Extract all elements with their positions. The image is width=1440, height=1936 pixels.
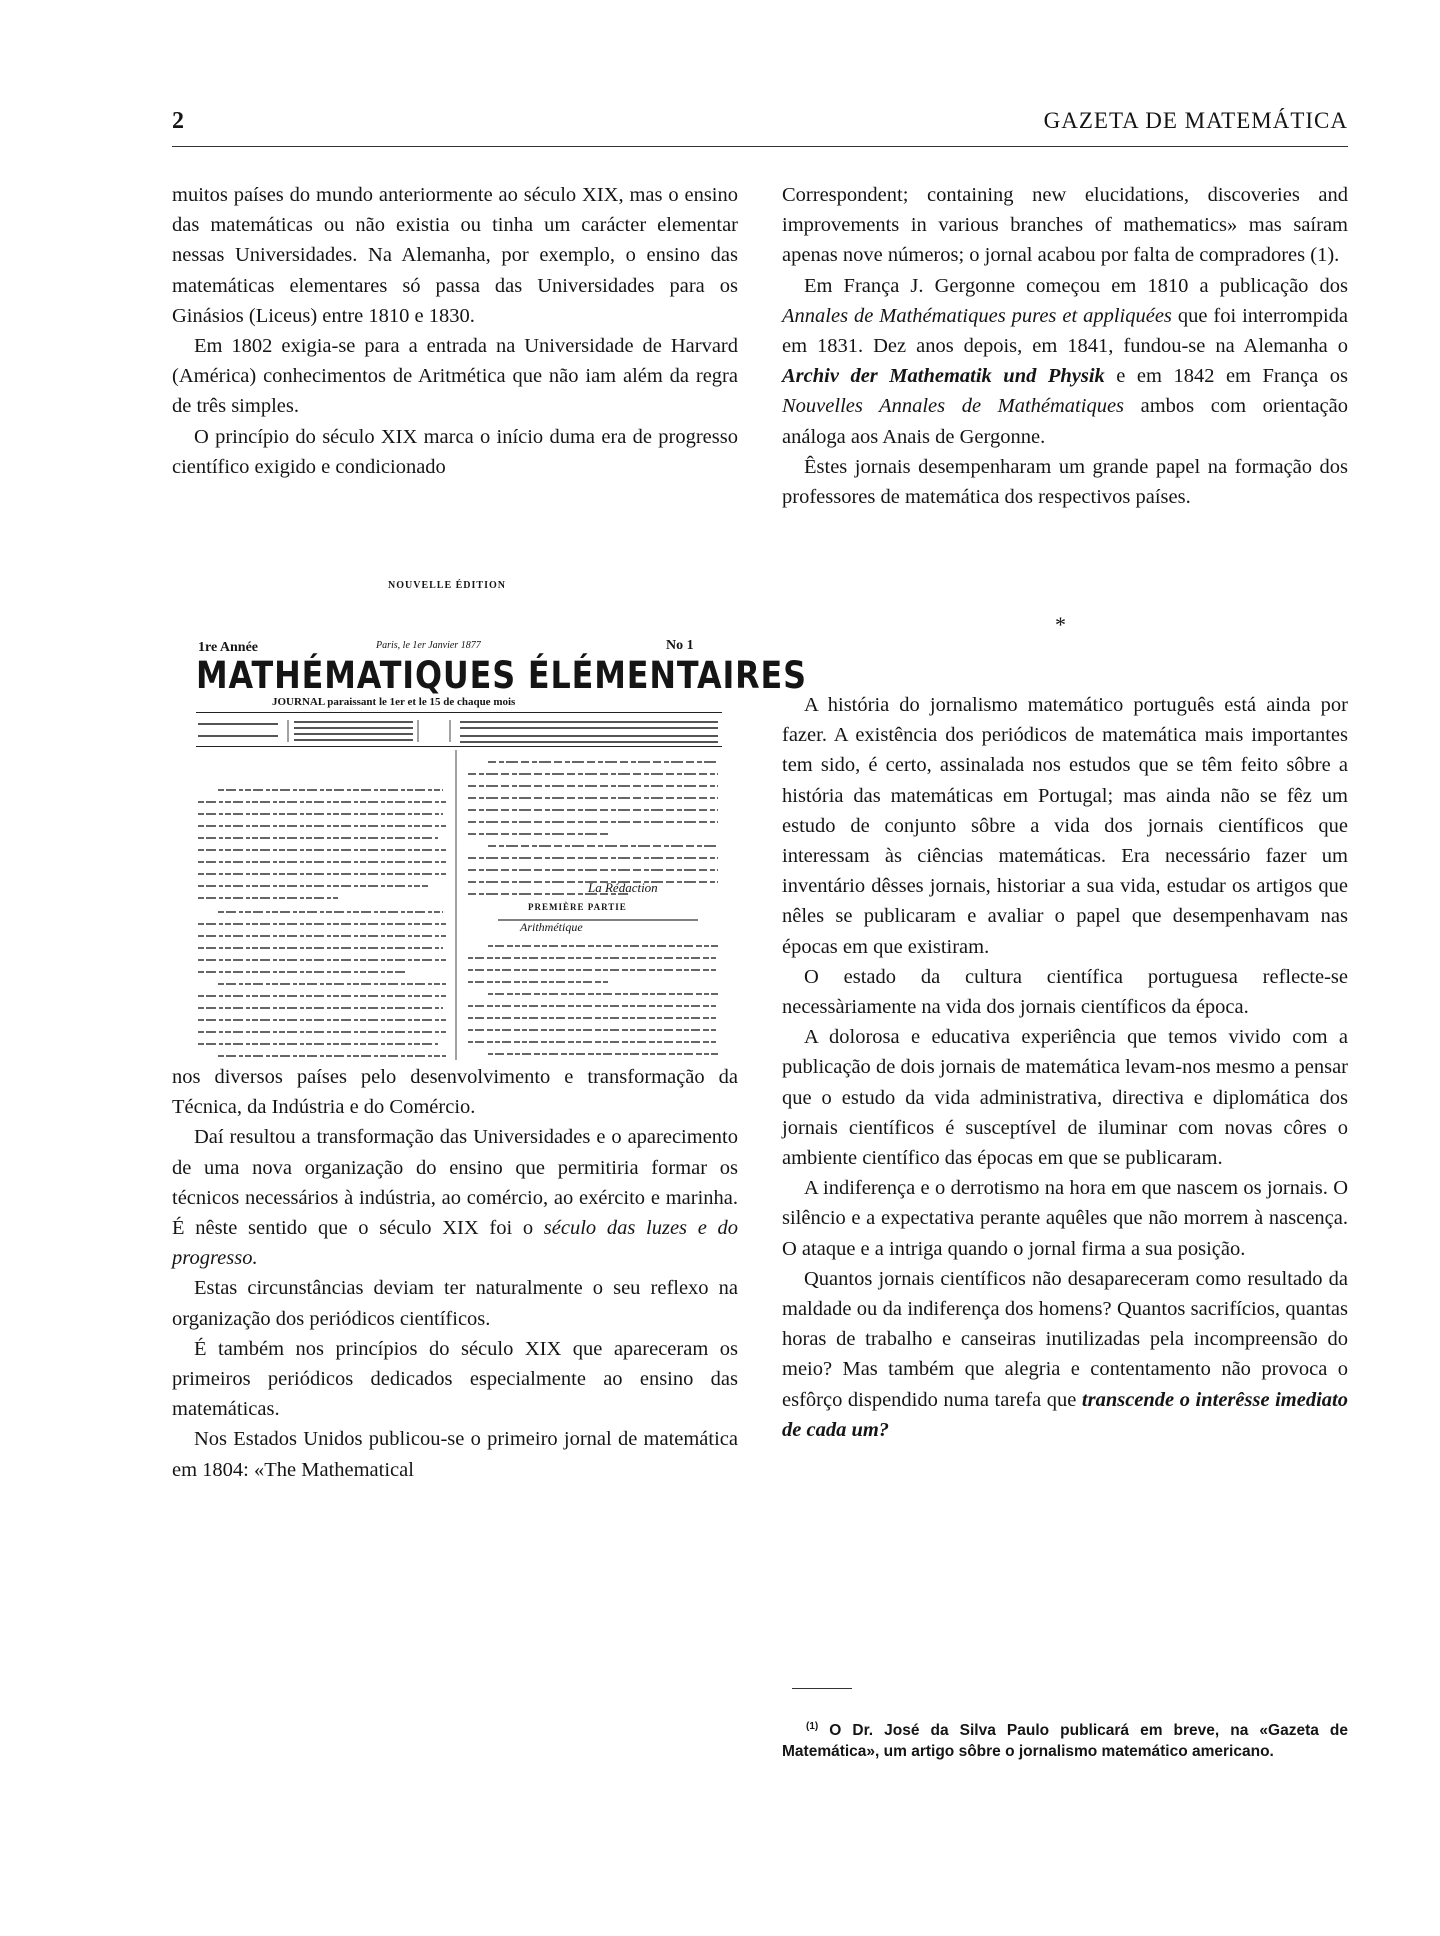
- text-run: Quantos jornais científicos não desapareceram como resultado da maldade ou da indiferença dos homens? Quantos sacrifícios, quantas horas de trabalho e canseiras inutilizadas pela incompreensão do meio? Mas também que alegria e contentamento não provoca o esfôrço dispendido numa tarefa que: [782, 1267, 1348, 1411]
- figure-date: Paris, le 1er Janvier 1877: [376, 640, 481, 651]
- paragraph: O princípio do século XIX marca o início duma era de progresso científico exigido e condicionado: [172, 425, 738, 478]
- figure-annee: 1re Année: [198, 640, 259, 655]
- header-rule: [172, 146, 1348, 147]
- paragraph: A indiferença e o derrotismo na hora em que nascem os jornais. O silêncio e a expectativa perante aquêles que não morrem à nascença. O ataque e a intriga quando o jornal firma a sua posição.: [782, 1177, 1348, 1260]
- journal-name: Archiv der Mathematik und Physik: [782, 365, 1105, 388]
- paragraph: Estas circunstâncias deviam ter naturalmente o seu reflexo na organização dos periódicos científicos.: [172, 1277, 738, 1330]
- figure-subtitle: JOURNAL paraissant le 1er et le 15 de chaque mois: [272, 696, 516, 708]
- text-run: e em 1842 em França os: [1104, 365, 1348, 388]
- text-run: ambos com orientação análoga aos Anais de Gergonne.: [782, 395, 1348, 448]
- footnote-mark: (1): [806, 1721, 819, 1732]
- paragraph: Correspondent; containing new elucidations, discoveries and improvements in various branches of mathematics» mas saíram apenas nove números; o jornal acabou por falta de compradores (1).: [782, 184, 1348, 267]
- paragraph: [782, 1264, 1348, 1445]
- page-header: [172, 108, 1348, 144]
- journal-title: GAZETA DE MATEMÁTICA: [1043, 108, 1348, 133]
- figure-subsection-title: Arithmétique: [520, 920, 583, 934]
- text-run: Em França J. Gergonne começou em 1810 a publicação dos: [804, 274, 1348, 297]
- journal-name: Annales de Mathématiques pures et appliquées: [782, 304, 1172, 327]
- paragraph: É também nos princípios do século XIX que apareceram os primeiros periódicos dedicados especialmente ao ensino das matemáticas.: [172, 1337, 738, 1421]
- left-column-top: [172, 180, 738, 482]
- paragraph: muitos países do mundo anteriormente ao século XIX, mas o ensino das matemáticas ou não existia ou tinha um carácter elementar nessas Universidades. Na Alemanha, por exemplo, o ensino das matemáticas elementares só passa das Universidades para os Ginásios (Liceus) entre 1810 e 1830.: [172, 184, 738, 327]
- paragraph: [782, 271, 1348, 452]
- paragraph: Nos Estados Unidos publicou-se o primeiro jornal de matemática em 1804: «The Mathematical: [172, 1428, 738, 1481]
- paragraph: A história do jornalismo matemático português está ainda por fazer. A existência dos periódicos de matemática mais importantes tem sido, é certo, assinalada nos estudos que se têm feito sôbre a história das matemáticas em Portugal; mas ainda não se fêz um estudo de conjunto sôbre a vida dos jornais científicos que interessam às ciências matemáticas. Era necessário fazer um inventário dêsses jornais, historiar a sua vida, estudar os artigos que nêles se publicaram e avaliar o papel que desempenhavam nas épocas em que existiram.: [782, 694, 1348, 958]
- right-column-middle: [782, 690, 1348, 1445]
- paragraph: [172, 1122, 738, 1273]
- journal-name: Nouvelles Annales de Mathématiques: [782, 395, 1125, 418]
- figure-masthead: MATHÉMATIQUES ÉLÉMENTAIRES: [196, 654, 807, 697]
- figure-number: No 1: [666, 638, 694, 653]
- figure-section-title: PREMIÈRE PARTIE: [528, 902, 627, 912]
- paragraph: Em 1802 exigia-se para a entrada na Universidade de Harvard (América) conhecimentos de Aritmética que não iam além da regra de três simples.: [172, 335, 738, 418]
- paragraph: O estado da cultura científica portuguesa reflecte-se necessàriamente na vida dos jornais científicos da época.: [782, 965, 1348, 1019]
- figure-signature: La Rédaction: [588, 880, 658, 895]
- footnote-rule: [792, 1688, 852, 1689]
- emphasis: transcende o interêsse imediato de cada um?: [782, 1388, 1348, 1441]
- footnote: [782, 1716, 1348, 1762]
- emphasis: século das luzes e do progresso.: [172, 1217, 738, 1270]
- paragraph: Êstes jornais desempenharam um grande papel na formação dos professores de matemática dos respectivos países.: [782, 455, 1348, 509]
- paragraph: A dolorosa e educativa experiência que temos vivido com a publicação de dois jornais de matemática levam-nos mesmo a pensar que o estudo da vida administrativa, directiva e diplomática dos jornais científicos é susceptível de iluminar com novas côres o ambiente científico das épocas em que se publicaram.: [782, 1026, 1348, 1170]
- handwritten-text-illustration: [188, 580, 807, 1060]
- right-column-top: [782, 180, 1348, 512]
- page-number: 2: [172, 108, 184, 134]
- section-separator: *: [1055, 612, 1066, 637]
- text-run: Daí resultou a transformação das Universidades e o aparecimento de uma nova organização do ensino que permitiria formar os técnicos necessários à indústria, ao comércio, ao exército e marinha. É nêste sentido que o século XIX foi o: [172, 1126, 738, 1240]
- text-run: que foi interrompida em 1831. Dez anos depois, em 1841, fundou-se na Alemanha o: [782, 304, 1348, 358]
- footnote-text: O Dr. José da Silva Paulo publicará em breve, na «Gazeta de Matemática», um artigo sôbre o jornalismo matemático americano.: [782, 1722, 1348, 1761]
- paragraph: nos diversos países pelo desenvolvimento e transformação da Técnica, da Indústria e do Comércio.: [172, 1066, 738, 1119]
- figure-edition: NOUVELLE ÉDITION: [388, 580, 506, 591]
- left-column-bottom: [172, 1062, 738, 1485]
- facsimile-figure: [188, 580, 807, 1060]
